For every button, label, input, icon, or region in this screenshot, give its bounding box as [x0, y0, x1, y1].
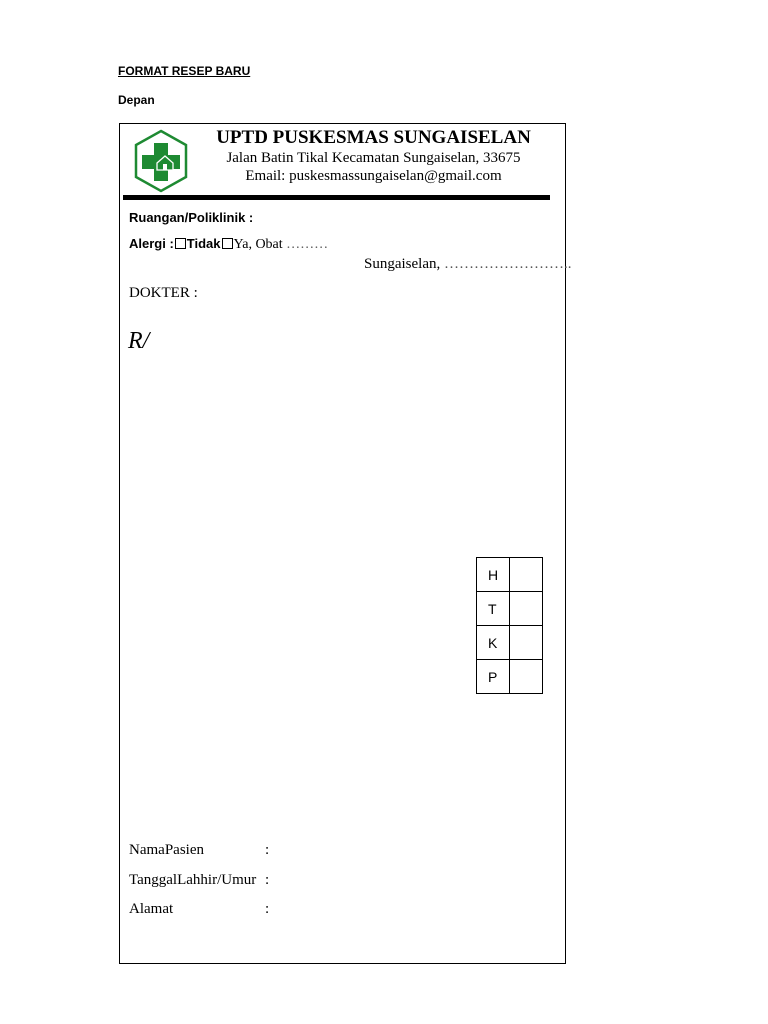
patient-address-colon: :: [265, 901, 270, 917]
checkbox-ya[interactable]: [222, 238, 233, 249]
ruangan-poliklinik-label: Ruangan/Poliklinik :: [129, 210, 254, 225]
htkp-check-h[interactable]: [510, 558, 543, 592]
header-divider: [123, 195, 550, 200]
htkp-table: [476, 557, 543, 694]
place-date-row: [364, 256, 572, 273]
patient-name-colon: :: [265, 842, 270, 858]
document-title: FORMAT RESEP BARU: [118, 64, 251, 78]
patient-address-label: Alamat: [129, 901, 174, 917]
alergi-row: [129, 236, 328, 253]
htkp-check-t[interactable]: [510, 592, 543, 626]
htkp-row: [477, 660, 543, 694]
htkp-label-k: K: [477, 626, 510, 660]
clinic-name: UPTD PUSKESMAS SUNGAISELAN: [216, 127, 531, 148]
date-dots[interactable]: ……………………..: [444, 256, 572, 272]
patient-name-row: [129, 842, 270, 859]
patient-address-row: [129, 901, 270, 918]
recipe-symbol: R/: [128, 328, 150, 354]
alergi-option-ya: Ya, Obat: [233, 237, 283, 252]
alergi-option-tidak: Tidak: [186, 236, 221, 251]
htkp-label-p: P: [477, 660, 510, 694]
dokter-label: DOKTER :: [129, 285, 198, 301]
clinic-address: Jalan Batin Tikal Kecamatan Sungaiselan, 33675: [226, 150, 521, 166]
place-label: Sungaiselan,: [364, 256, 441, 272]
patient-birth-row: [129, 872, 270, 889]
htkp-row: [477, 558, 543, 592]
patient-name-label: NamaPasien: [129, 842, 204, 858]
htkp-label-h: H: [477, 558, 510, 592]
htkp-label-t: T: [477, 592, 510, 626]
puskesmas-logo-icon: [133, 129, 189, 193]
alergi-label: Alergi :: [129, 236, 174, 251]
htkp-check-p[interactable]: [510, 660, 543, 694]
clinic-email: Email: puskesmassungaiselan@gmail.com: [245, 168, 502, 184]
htkp-check-k[interactable]: [510, 626, 543, 660]
document-subtitle: Depan: [118, 93, 155, 107]
patient-birth-colon: :: [265, 872, 270, 888]
alergi-obat-dots[interactable]: ………: [286, 237, 329, 252]
htkp-row: [477, 592, 543, 626]
checkbox-tidak[interactable]: [175, 238, 186, 249]
htkp-row: [477, 626, 543, 660]
patient-birth-label: TanggalLahhir/Umur: [129, 872, 257, 888]
